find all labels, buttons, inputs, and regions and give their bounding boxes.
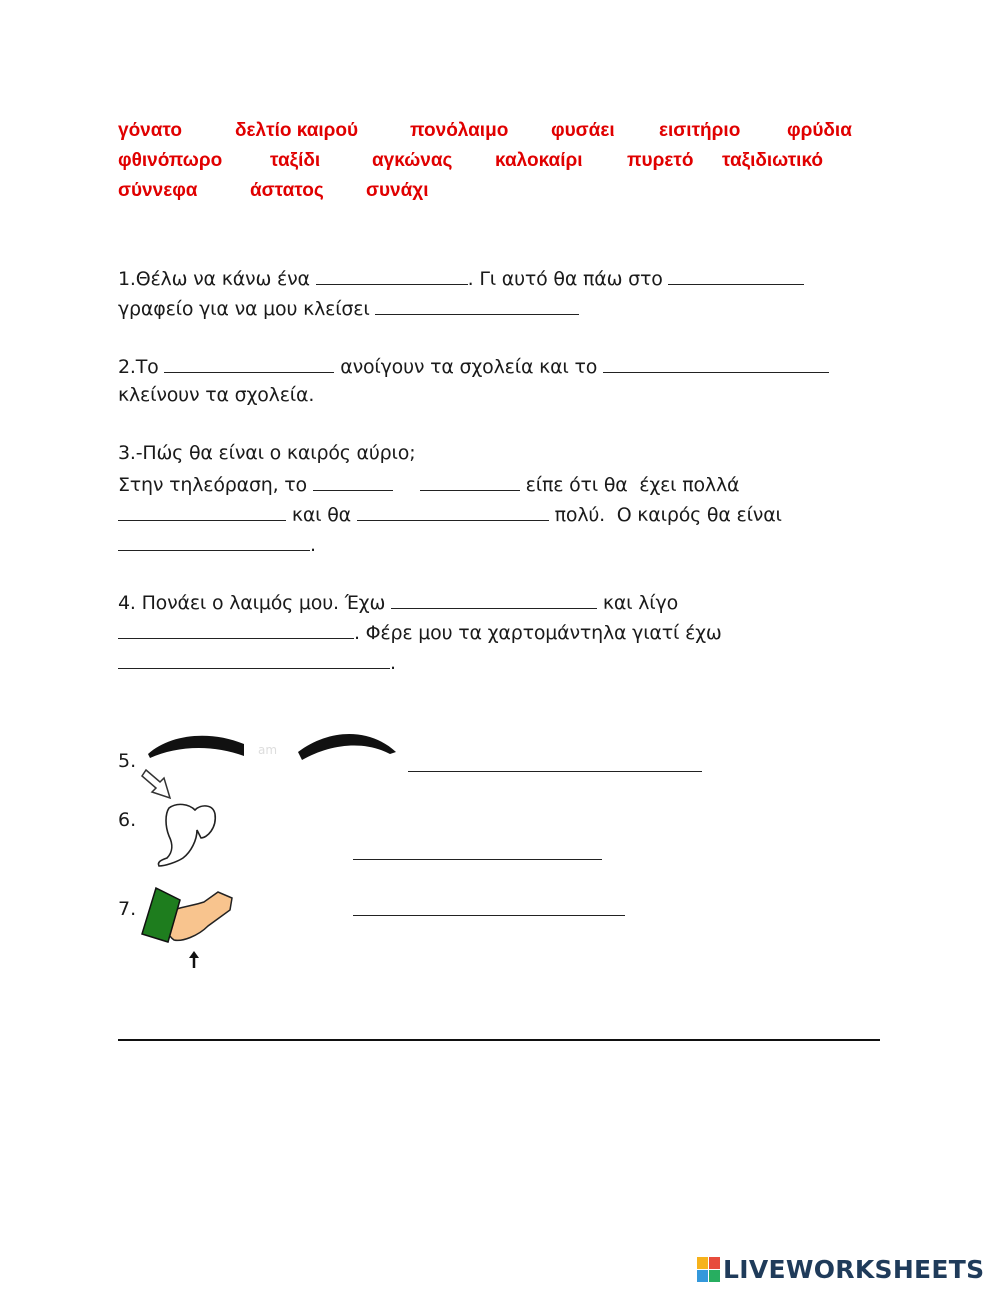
word-bank-item: γόνατο (118, 120, 182, 141)
bottom-rule (118, 1039, 880, 1041)
question-3-line-4: . (118, 532, 316, 556)
word-bank-item: ταξίδι (270, 150, 321, 171)
word-bank-item: άστατος (250, 180, 324, 201)
eyebrows-icon (140, 722, 402, 804)
word-bank-item: αγκώνας (372, 150, 453, 171)
answer-blank[interactable] (118, 532, 310, 551)
brand-name: LIVEWORKSHEETS (723, 1255, 985, 1284)
liveworksheets-icon (697, 1257, 721, 1283)
answer-blank[interactable] (313, 472, 393, 491)
word-bank-item: φθινόπωρο (118, 150, 223, 171)
answer-blank[interactable] (375, 296, 579, 315)
question-3-line-3: και θα πολύ. Ο καιρός θα είναι (118, 502, 782, 526)
word-bank-item: ταξιδιωτικό (722, 150, 824, 171)
word-bank-item: πυρετό (627, 150, 694, 171)
word-bank-item: καλοκαίρι (495, 150, 583, 171)
word-bank-item: εισιτήριο (659, 120, 741, 141)
item-number: 5. (118, 750, 137, 772)
question-2-line-1: 2.Το ανοίγουν τα σχολεία και το (118, 354, 829, 378)
word-bank-item: φυσάει (551, 120, 615, 141)
answer-blank[interactable] (668, 266, 804, 285)
answer-blank[interactable] (391, 590, 597, 609)
answer-blank[interactable] (118, 502, 286, 521)
knee-leg-icon (155, 800, 221, 872)
answer-blank[interactable] (603, 354, 829, 373)
liveworksheets-logo (697, 1255, 984, 1284)
question-4-line-1: 4. Πονάει ο λαιμός μου. Έχω και λίγο (118, 592, 678, 614)
question-1-line-2: γραφείο για να μου κλείσει (118, 296, 579, 320)
question-3-line-2: Στην τηλεόραση, το είπε ότι θα έχει πολλά (118, 474, 740, 496)
answer-blank[interactable] (164, 354, 334, 373)
answer-blank[interactable] (118, 620, 354, 639)
item-number: 6. (118, 809, 137, 831)
question-3-line-1: 3.-Πώς θα είναι ο καιρός αύριο; (118, 442, 416, 464)
word-bank-item: δελτίο καιρού (235, 120, 359, 141)
svg-text:am: am (258, 743, 278, 757)
elbow-arm-icon (138, 884, 236, 970)
answer-blank[interactable] (420, 472, 520, 491)
word-bank-item: πονόλαιμο (410, 120, 509, 141)
answer-blank[interactable] (357, 502, 549, 521)
answer-blank[interactable] (353, 859, 602, 860)
question-4-line-3: . (118, 650, 396, 674)
question-4-line-2: . Φέρε μου τα χαρτομάντηλα γιατί έχω (118, 620, 722, 644)
word-bank-item: σύννεφα (118, 180, 198, 201)
word-bank-item: φρύδια (787, 120, 852, 141)
answer-blank[interactable] (316, 266, 468, 285)
answer-blank[interactable] (353, 915, 625, 916)
answer-blank[interactable] (118, 650, 390, 669)
item-number: 7. (118, 898, 137, 920)
word-bank-item: συνάχι (366, 180, 429, 201)
question-2-line-2: κλείνουν τα σχολεία. (118, 384, 315, 406)
question-1-line-1: 1.Θέλω να κάνω ένα . Γι αυτό θα πάω στο (118, 266, 804, 290)
answer-blank[interactable] (408, 771, 702, 772)
